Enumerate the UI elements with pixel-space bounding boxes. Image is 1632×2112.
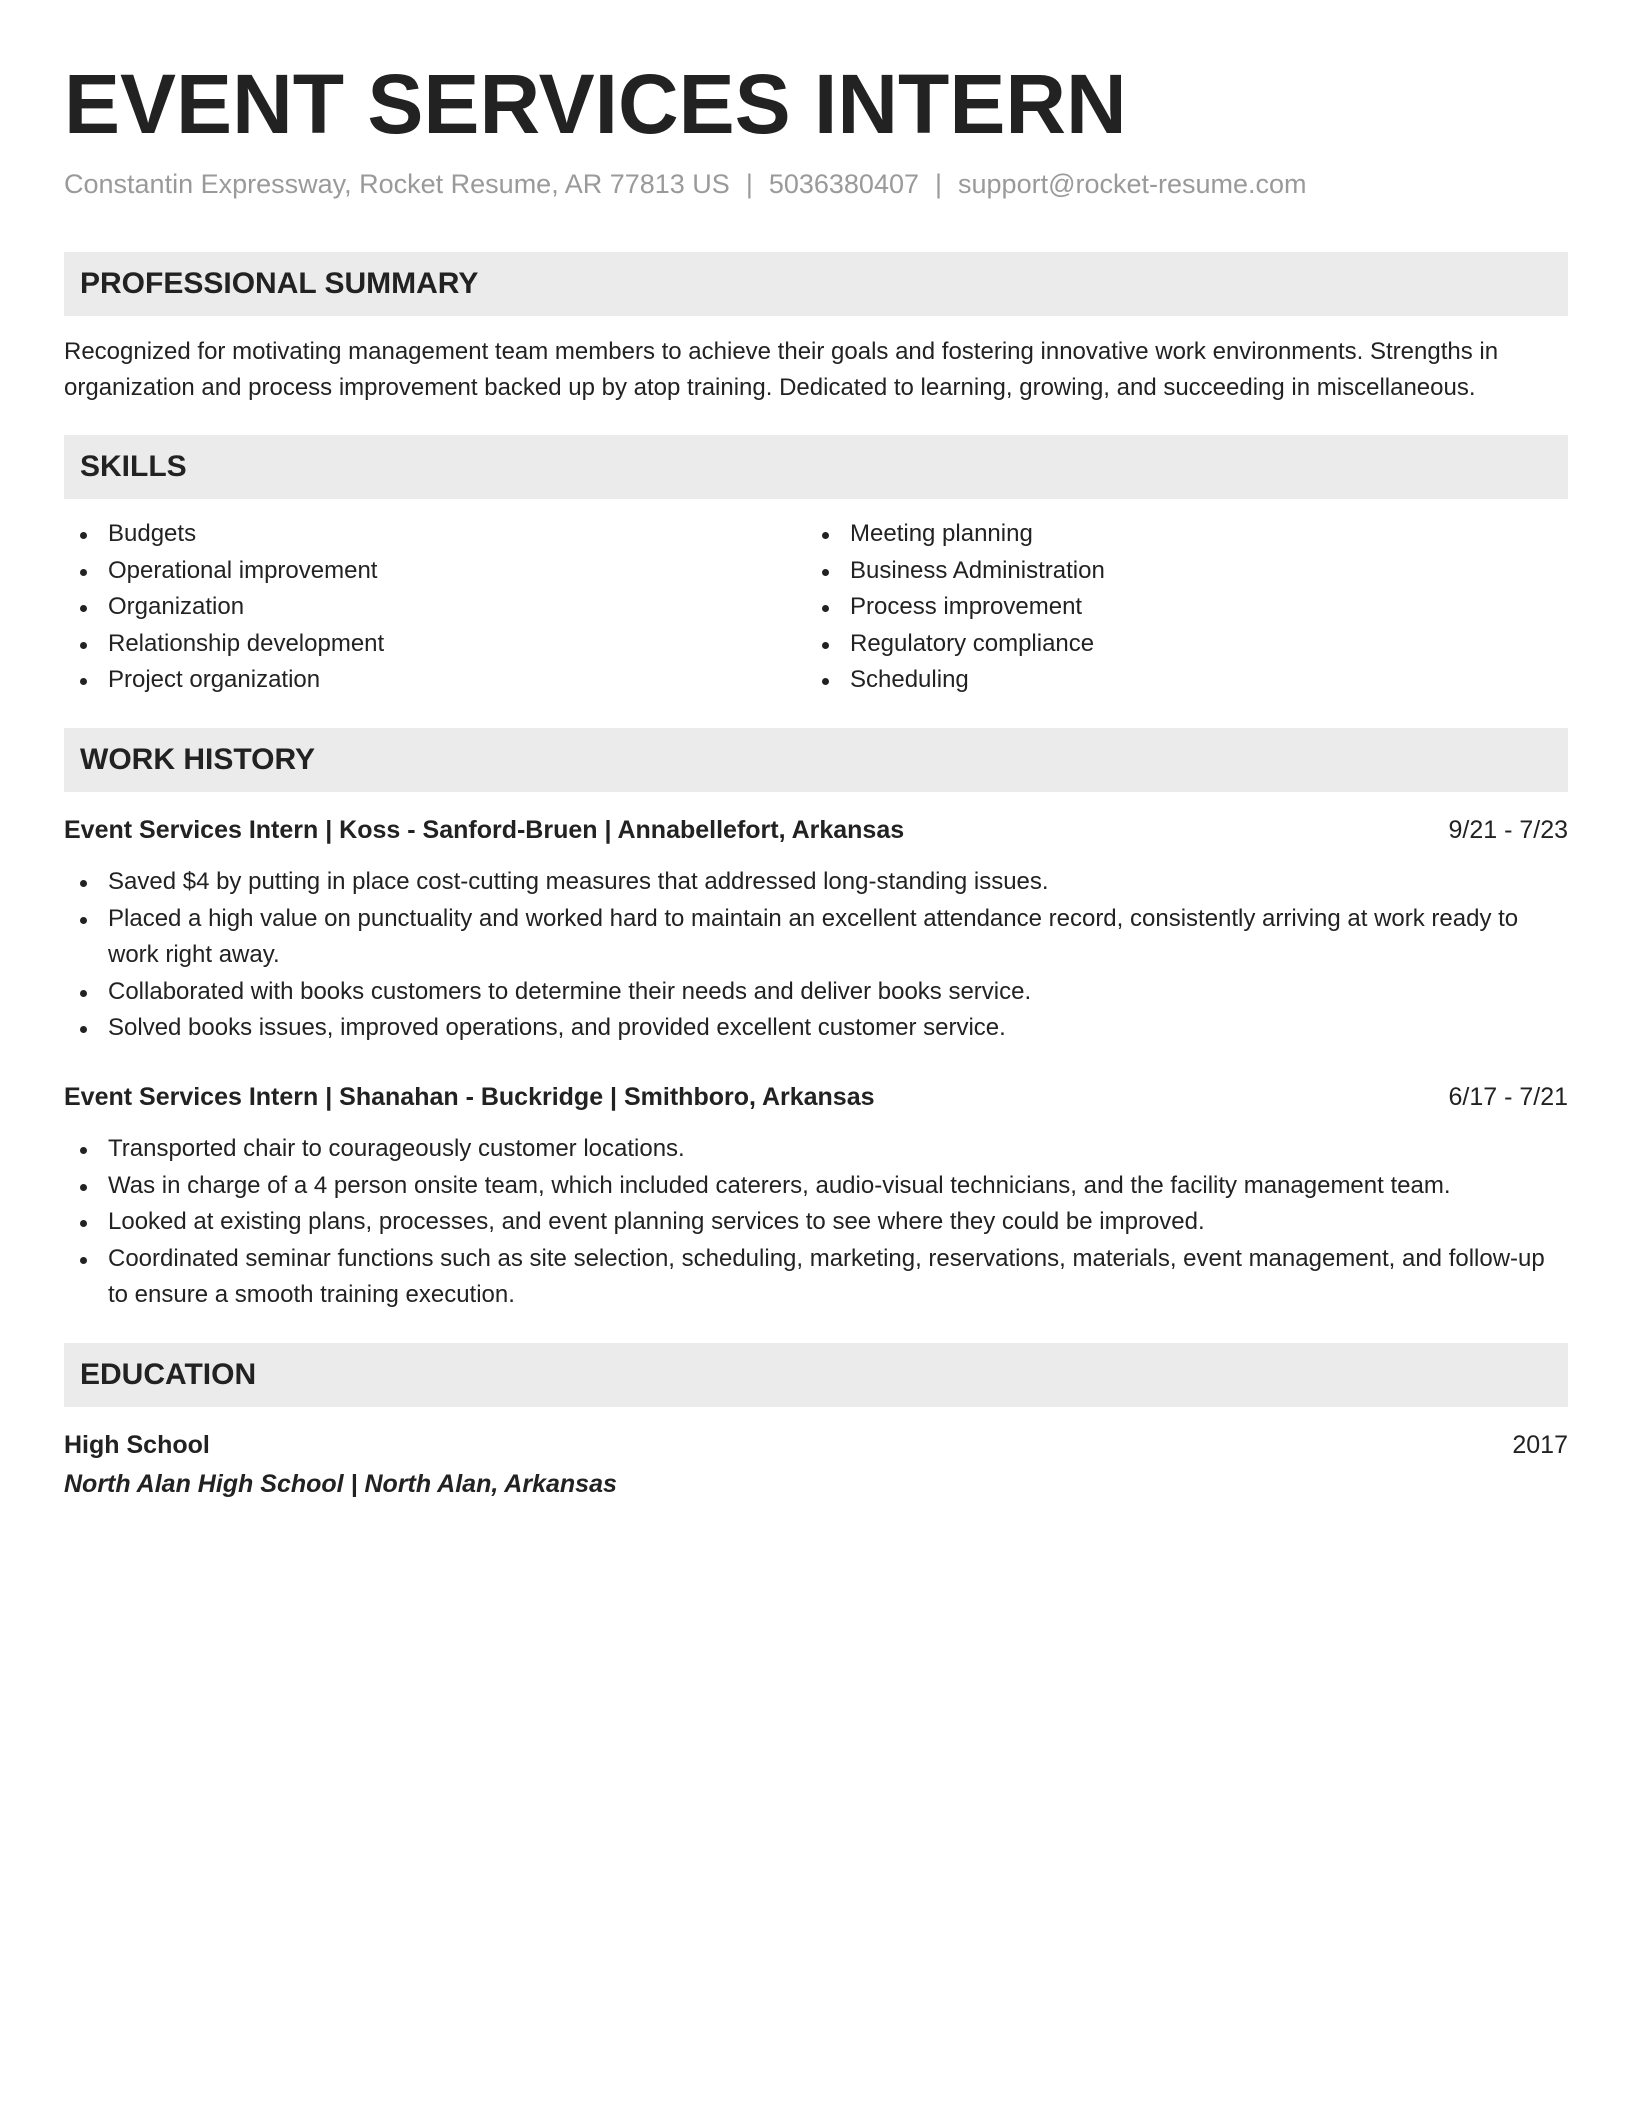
skills-list-left: [64, 516, 384, 699]
job-bullet: Looked at existing plans, processes, and event planning services to see where they could be improved.: [64, 1204, 1568, 1241]
job-header: [64, 812, 1568, 848]
job-bullets: [64, 864, 1568, 1047]
section-skills-header: [64, 435, 1568, 499]
education-school: North Alan High School | North Alan, Arkansas: [64, 1470, 617, 1498]
bullet-icon: [80, 880, 87, 887]
skill-item: Operational improvement: [64, 553, 384, 590]
education-degree: High School: [64, 1431, 210, 1459]
contact-email: support@rocket-resume.com: [958, 169, 1307, 199]
job-bullet: Coordinated seminar functions such as site selection, scheduling, marketing, reservations, materials, event management, and follow-up to ensure a smooth training execution.: [64, 1241, 1568, 1314]
job-bullet: Solved books issues, improved operations, and provided excellent customer service.: [64, 1010, 1568, 1047]
section-education-header: [64, 1343, 1568, 1407]
job-title: Event Services Intern | Koss - Sanford-Bruen | Annabellefort, Arkansas: [64, 816, 905, 844]
skill-item: Regulatory compliance: [806, 626, 1105, 663]
bullet-icon: [80, 1257, 87, 1264]
job-bullet: Collaborated with books customers to determine their needs and deliver books service.: [64, 974, 1568, 1011]
section-work-header: [64, 728, 1568, 792]
section-summary-title: PROFESSIONAL SUMMARY: [80, 267, 479, 300]
bullet-icon: [80, 1147, 87, 1154]
contact-phone: 5036380407: [768, 169, 919, 199]
skill-item: Scheduling: [806, 662, 1105, 699]
job-bullet: Transported chair to courageously customer locations.: [64, 1131, 1568, 1168]
skill-item: Organization: [64, 589, 384, 626]
bullet-icon: [80, 532, 87, 539]
job-dates: 9/21 - 7/23: [1448, 816, 1568, 844]
section-work-title: WORK HISTORY: [80, 743, 316, 776]
contact-separator: |: [935, 169, 943, 199]
bullet-icon: [822, 569, 829, 576]
job-bullet: Saved $4 by putting in place cost-cutting measures that addressed long-standing issues.: [64, 864, 1568, 901]
contact-line: [64, 166, 1307, 202]
job-header: [64, 1079, 1568, 1115]
skill-item: Budgets: [64, 516, 384, 553]
bullet-icon: [80, 990, 87, 997]
skill-item: Project organization: [64, 662, 384, 699]
education-year: 2017: [1512, 1431, 1568, 1459]
bullet-icon: [80, 917, 87, 924]
bullet-icon: [822, 678, 829, 685]
bullet-icon: [80, 569, 87, 576]
section-education-title: EDUCATION: [80, 1358, 257, 1391]
bullet-icon: [822, 532, 829, 539]
education-header: [64, 1427, 1568, 1463]
job-bullet: Placed a high value on punctuality and worked hard to maintain an excellent attendance record, consistently arriving at work ready to work right away.: [64, 901, 1568, 974]
bullet-icon: [80, 1220, 87, 1227]
skill-item: Relationship development: [64, 626, 384, 663]
bullet-icon: [80, 1184, 87, 1191]
job-title: Event Services Intern | Shanahan - Buckridge | Smithboro, Arkansas: [64, 1083, 875, 1111]
contact-separator: |: [745, 169, 753, 199]
contact-address: Constantin Expressway, Rocket Resume, AR 77813 US: [64, 169, 730, 199]
job-bullet: Was in charge of a 4 person onsite team, which included caterers, audio-visual technicians, and the facility management team.: [64, 1168, 1568, 1205]
bullet-icon: [822, 642, 829, 649]
skill-item: Process improvement: [806, 589, 1105, 626]
section-summary-header: [64, 252, 1568, 316]
candidate-name: EVENT SERVICES INTERN: [64, 57, 1127, 151]
summary-text: Recognized for motivating management team members to achieve their goals and fostering innovative work environments. Strengths in organization and process improvement backed up by atop training. Dedicated to learning, growing, and succeeding in miscellaneous.: [64, 338, 1499, 401]
skill-item: Business Administration: [806, 553, 1105, 590]
skill-item: Meeting planning: [806, 516, 1105, 553]
bullet-icon: [80, 678, 87, 685]
bullet-icon: [80, 605, 87, 612]
bullet-icon: [80, 1026, 87, 1033]
bullet-icon: [80, 642, 87, 649]
job-bullets: [64, 1131, 1568, 1314]
bullet-icon: [822, 605, 829, 612]
skills-list-right: [806, 516, 1105, 699]
job-dates: 6/17 - 7/21: [1448, 1083, 1568, 1111]
section-skills-title: SKILLS: [80, 450, 187, 483]
